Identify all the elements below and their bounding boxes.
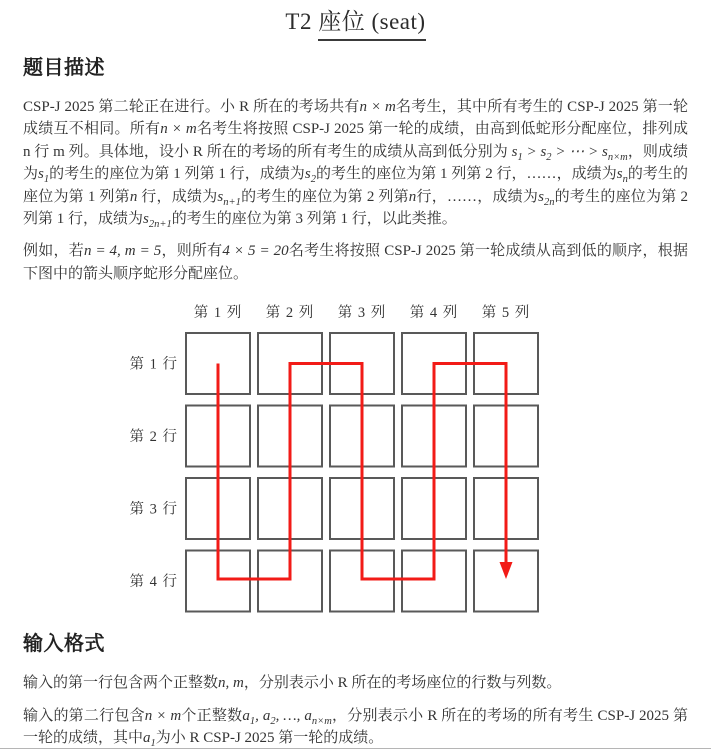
math-inline: $s_1$ [38,166,50,186]
math-inline: $s_1$ [511,143,523,163]
description-paragraph-2: 例如，若n = 4, m = 5，则所有4 × 5 = 20名考生将按照 CSP-J 2025 第一轮成绩从高到低的顺序，根据下图中的箭头顺序蛇形分配座位。 [23,243,689,282]
math-inline: n × m [359,99,396,115]
math-inline: $a_1$ [242,707,256,727]
math-inline: $s_2$ [540,143,552,163]
math-inline: $a_2$ [262,707,276,727]
math-inline: $s_2$ [304,166,316,186]
page-title [23,6,688,37]
math-inline: 4 × 5 = 20 [222,243,289,260]
math-inline: $a_{n\times m}$ [304,707,332,727]
input-paragraph-1: 输入的第一行包含两个正整数n, m，分别表示小 R 所在的考场座位的行数与列数。 [23,675,562,692]
math-inline: $s_{2n+1}$ [143,211,172,231]
row-label-4: 第 4 行 [129,574,178,591]
col-label-3: 第 3 列 [337,305,387,322]
page-title-prefix: T2 [285,9,319,34]
math-inline: $s_{2n}$ [538,188,555,208]
grid-col-labels [194,304,531,321]
input-paragraph-2: 输入的第二行包含n × m个正整数$a_1$, $a_2$, …, $a_{n\times m}$，分别表示小 R 所在的考场的所有考生 CSP-J 2025 第一轮的成绩，其中$a_1$为小 R CSP-J 2025 第一轮的成绩。 [23,707,688,750]
seating-diagram [100,293,560,625]
snake-arrow-line [218,364,506,580]
grid-row-labels [130,356,179,591]
page-title-underlined: 座位 (seat) [318,9,425,41]
col-label-2: 第 2 列 [265,305,315,322]
row-label-3: 第 3 行 [129,501,178,518]
section-heading-description: 题目描述 [23,57,105,79]
math-inline: n × m [160,121,197,138]
math-inline: $a_1$ [143,730,156,750]
math-inline: , [255,707,263,724]
math-inline: n × m [144,707,182,724]
math-inline: $s_n$ [616,166,628,186]
bottom-divider [0,748,711,749]
math-inline: $s_{n\times m}$ [602,143,628,163]
section-heading-input-format: 输入格式 [23,633,105,656]
math-inline: n, m [218,675,244,692]
row-label-1: 第 1 行 [129,356,178,373]
math-inline: > [522,143,541,160]
math-inline: n [129,188,138,205]
math-inline: $s_{n+1}$ [217,188,241,208]
description-paragraph-1: CSP-J 2025 第二轮正在进行。小 R 所在的考场共有n × m名考生，其中所有考生的 CSP-J 2025 第一轮成绩互不相同。所有n × m名考生将按照 CSP-J 2025 第一轮的成绩，由高到低蛇形分配座位，排列成 n 行 m 列。具体地，设小 R 所在的考场的所有考生的成绩从高到低分别为 $s_1 > s_2$ > ⋯ > $s_{n\times m}$，则成绩为$s_1$的考生的座位为第 1 列第 1 行，成绩为$s_2$的考生的座位为第 1 列第 2 行，……，成绩为$s_n$的考生的座位为第 1 列第n 行，成绩为$s_{n+1}$的考生的座位为第 2 列第n行，……，成绩为$s_{2n}$的考生的座位为第 2 列第 1 行，成绩为$s_{2n+1}$的考生的座位为第 3 列第 1 行，以此类推。 [23,99,688,231]
math-inline: > ⋯ > [551,143,602,160]
col-label-4: 第 4 列 [409,305,459,322]
math-inline: , …, [275,707,305,724]
col-label-5: 第 5 列 [481,305,531,322]
math-inline: n [408,188,417,205]
row-label-2: 第 2 行 [129,429,178,446]
col-label-1: 第 1 列 [193,305,243,322]
math-inline: n = 4, m = 5 [83,243,162,260]
